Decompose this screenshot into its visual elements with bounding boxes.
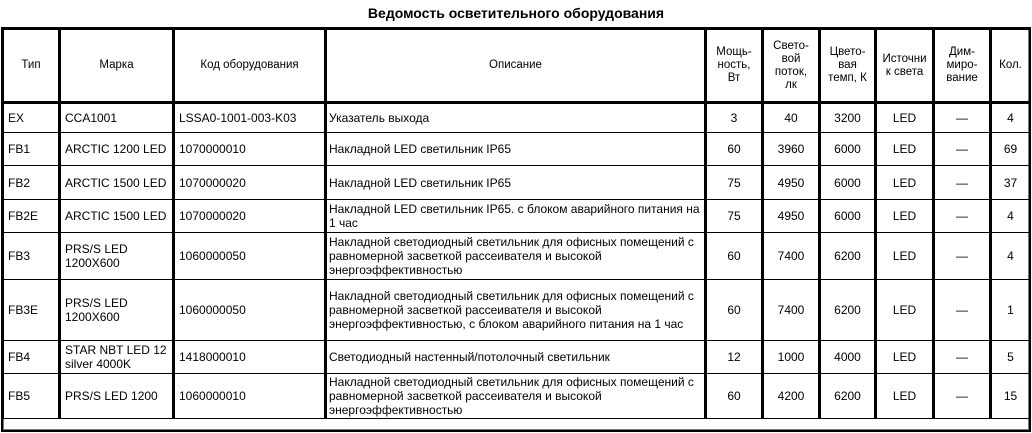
header-flux-line: поток, — [774, 65, 808, 78]
header-brand: Марка — [60, 30, 174, 103]
cell-power: 60 — [706, 233, 763, 280]
cell-code: LSSA0-1001-003-K03 — [174, 103, 326, 133]
cell-description: Накладной светодиодный светильник для офисных помещений с равномерной засветкой рассеивателя и высокой энергоэффективностью — [326, 233, 706, 280]
header-type: Тип — [4, 30, 60, 103]
cell-code: 1418000010 — [174, 341, 326, 374]
table-row — [4, 280, 1030, 341]
cell-temp: 6200 — [820, 233, 876, 280]
header-color-temp — [820, 30, 876, 103]
cell-code: 1060000050 — [174, 233, 326, 280]
cell-description: Светодиодный настенный/потолочный светильник — [326, 341, 706, 374]
cell-code: 1070000020 — [174, 200, 326, 233]
header-power-line: ность, — [717, 59, 751, 71]
cell-temp: 3200 — [820, 103, 876, 133]
equipment-table-frame — [1, 27, 1031, 432]
cell-type: FB3E — [4, 280, 60, 341]
cell-quantity: 1 — [991, 280, 1030, 341]
cell-type: FB2E — [4, 200, 60, 233]
header-temp-line: темп, К — [828, 72, 867, 84]
table-row — [4, 374, 1030, 419]
cell-quantity: 37 — [991, 166, 1030, 200]
cell-description: Накладной LED светильник IP65 — [326, 133, 706, 166]
cell-temp: 6000 — [820, 200, 876, 233]
cell-power: 12 — [706, 341, 763, 374]
cell-brand: PRS/S LED 1200X600 — [60, 233, 174, 280]
cell-flux: 40 — [763, 103, 820, 133]
cell-dimming: — — [934, 280, 991, 341]
header-dimming-line: миро- — [946, 59, 978, 71]
cell-flux: 3960 — [763, 133, 820, 166]
table-row — [4, 200, 1030, 233]
cell-flux: 4200 — [763, 374, 820, 419]
header-luminous-flux — [763, 30, 820, 103]
cell-power: 60 — [706, 280, 763, 341]
cell-source: LED — [876, 341, 934, 374]
cell-source: LED — [876, 280, 934, 341]
cell-dimming: — — [934, 133, 991, 166]
cell-brand: ARCTIC 1500 LED — [60, 166, 174, 200]
header-light-source — [876, 30, 934, 103]
cell-dimming: — — [934, 341, 991, 374]
cell-description: Накладной светодиодный светильник для офисных помещений с равномерной засветкой рассеивателя и высокой энергоэффективностью — [326, 374, 706, 419]
cell-source: LED — [876, 233, 934, 280]
cell-source: LED — [876, 200, 934, 233]
cell-brand: ARCTIC 1500 LED — [60, 200, 174, 233]
cell-code: 1060000050 — [174, 280, 326, 341]
table-row — [4, 166, 1030, 200]
cell-description: Накладной LED светильник IP65 — [326, 166, 706, 200]
cell-temp: 6200 — [820, 280, 876, 341]
cell-code: 1060000010 — [174, 374, 326, 419]
cell-dimming: — — [934, 374, 991, 419]
header-temp-line: вая — [838, 59, 857, 71]
header-code: Код оборудования — [174, 30, 326, 103]
cell-dimming: — — [934, 233, 991, 280]
cell-type: FB2 — [4, 166, 60, 200]
cell-quantity: 15 — [991, 374, 1030, 419]
cell-description: Накладной светодиодный светильник для офисных помещений с равномерной засветкой рассеивателя и высокой энергоэффективностью, с блоком аварийного питания на 1 час — [326, 280, 706, 341]
cell-quantity: 69 — [991, 133, 1030, 166]
header-dimming-line: вание — [946, 72, 978, 84]
table-row — [4, 133, 1030, 166]
cell-code: 1070000020 — [174, 166, 326, 200]
header-power-line: Вт — [727, 72, 741, 84]
cell-dimming: — — [934, 200, 991, 233]
cell-brand: CCA1001 — [60, 103, 174, 133]
cell-power: 60 — [706, 133, 763, 166]
cell-power: 3 — [706, 103, 763, 133]
table-header-row — [4, 30, 1030, 103]
cell-source: LED — [876, 166, 934, 200]
cell-flux: 4950 — [763, 166, 820, 200]
cell-quantity: 4 — [991, 103, 1030, 133]
cell-temp: 4000 — [820, 341, 876, 374]
document-title: Ведомость осветительного оборудования — [367, 5, 665, 21]
cell-dimming: — — [934, 166, 991, 200]
cell-source: LED — [876, 133, 934, 166]
cell-brand: STAR NBT LED 12 silver 4000K — [60, 341, 174, 374]
header-source-line: Источни — [882, 52, 927, 65]
cell-flux: 4950 — [763, 200, 820, 233]
header-dimming-line: Дим- — [949, 46, 975, 58]
cell-description: Указатель выхода — [326, 103, 706, 133]
cell-temp: 6000 — [820, 133, 876, 166]
header-source-line: к света — [885, 65, 924, 78]
header-power — [706, 30, 763, 103]
cell-brand: ARCTIC 1200 LED — [60, 133, 174, 166]
header-description: Описание — [326, 30, 706, 103]
cell-type: FB5 — [4, 374, 60, 419]
table-row — [4, 233, 1030, 280]
cell-temp: 6000 — [820, 166, 876, 200]
cell-quantity: 5 — [991, 341, 1030, 374]
header-quantity: Кол. — [991, 30, 1030, 103]
cell-brand: PRS/S LED 1200 — [60, 374, 174, 419]
lighting-equipment-table — [3, 29, 1030, 419]
table-row — [4, 341, 1030, 374]
cell-power: 60 — [706, 374, 763, 419]
cell-flux: 7400 — [763, 280, 820, 341]
header-flux-line: вой — [781, 52, 801, 65]
header-dimming — [934, 30, 991, 103]
header-power-line: Мощь- — [716, 46, 752, 58]
cell-quantity: 4 — [991, 233, 1030, 280]
header-flux-line: Свето- — [773, 39, 809, 52]
cell-type: FB1 — [4, 133, 60, 166]
cell-type: FB3 — [4, 233, 60, 280]
cell-power: 75 — [706, 166, 763, 200]
cell-code: 1070000010 — [174, 133, 326, 166]
cell-dimming: — — [934, 103, 991, 133]
header-flux-line: лк — [785, 78, 797, 91]
cell-temp: 6200 — [820, 374, 876, 419]
header-temp-line: Цвето- — [829, 46, 866, 58]
cell-type: FB4 — [4, 341, 60, 374]
cell-flux: 7400 — [763, 233, 820, 280]
cell-source: LED — [876, 374, 934, 419]
cell-type: EX — [4, 103, 60, 133]
table-row — [4, 103, 1030, 133]
cell-description: Накладной LED светильник IP65. с блоком аварийного питания на 1 час — [326, 200, 706, 233]
cell-source: LED — [876, 103, 934, 133]
cell-flux: 1000 — [763, 341, 820, 374]
cell-quantity: 4 — [991, 200, 1030, 233]
cell-power: 75 — [706, 200, 763, 233]
cell-brand: PRS/S LED 1200X600 — [60, 280, 174, 341]
